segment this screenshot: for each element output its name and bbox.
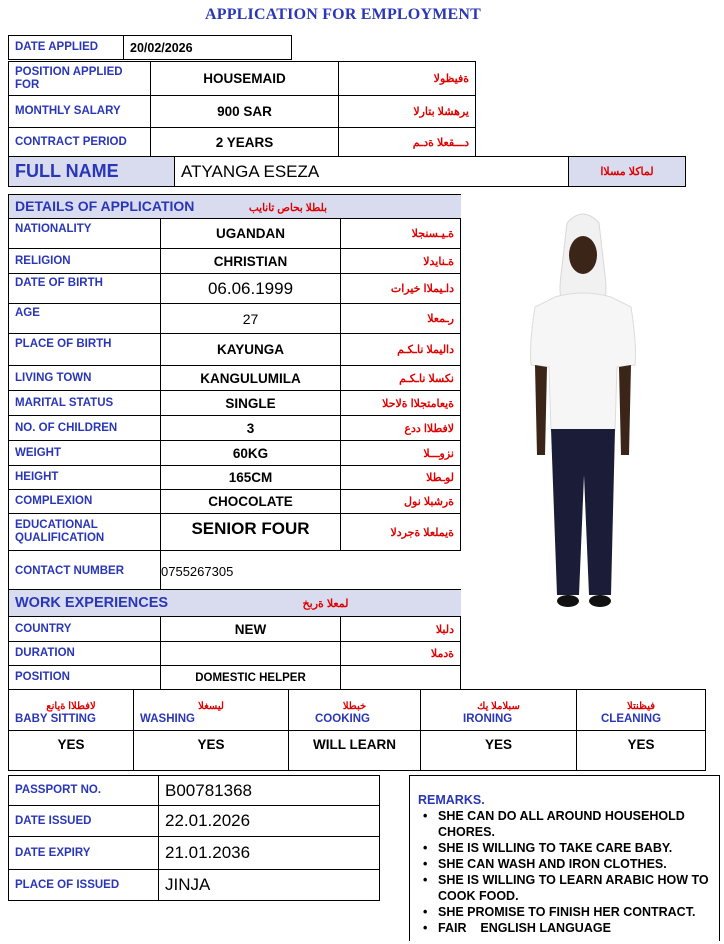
table-row (9, 128, 476, 157)
row-value: DOMESTIC HELPER (161, 666, 341, 690)
row-value: KAYUNGA (161, 334, 341, 366)
row-arabic: ةرشبلا نول (341, 490, 461, 514)
full-name-value: ATYANGA ESEZA (175, 157, 569, 187)
row-label: MONTHLY SALARY (9, 96, 151, 128)
row-label: POSITION APPLIED FOR (9, 62, 151, 96)
work-header-table (8, 589, 461, 617)
page-title: APPLICATION FOR EMPLOYMENT (204, 6, 481, 23)
row-arabic (341, 666, 461, 690)
row-value: 900 SAR (151, 96, 339, 128)
row-value: 60KG (161, 441, 341, 466)
row-label: NATIONALITY (9, 219, 161, 249)
skill-label-cell (289, 690, 421, 731)
skill-label-cell (577, 690, 706, 731)
row-label: CONTACT NUMBER (9, 551, 161, 593)
table-row (9, 617, 461, 642)
work-header (9, 590, 462, 617)
details-header-table (8, 194, 461, 219)
skill-label: BABY SITTING (15, 713, 96, 725)
row-label: PLACE OF BIRTH (9, 334, 161, 366)
full-name-arabic: لماكلا مسلاا (569, 157, 686, 187)
row-arabic: نكسلا ناـكـم (341, 366, 461, 391)
row-value: 27 (161, 304, 341, 334)
table-row (9, 416, 461, 441)
person-figure-icon (505, 205, 660, 620)
row-value: 3 (161, 416, 341, 441)
table-row (9, 837, 380, 870)
table-row (9, 514, 461, 551)
full-name-label-cell (9, 157, 175, 187)
row-label: PLACE OF ISSUED (9, 870, 159, 901)
skill-label-cell (421, 690, 577, 731)
work-header-label: WORK EXPERIENCES (15, 595, 169, 611)
table-row (9, 304, 461, 334)
work-table (8, 616, 461, 690)
remarks-box (409, 775, 720, 941)
details-header (9, 195, 462, 219)
skill-arabic: ليسغلا (198, 701, 224, 712)
list-item: • SHE IS WILLING TO TAKE CARE BABY. (418, 840, 719, 856)
table-row (9, 441, 461, 466)
details-table (8, 218, 461, 593)
row-value: JINJA (159, 870, 380, 901)
table-row (9, 806, 380, 837)
table-row (9, 62, 476, 96)
list-item: • SHE IS WILLING TO LEARN ARABIC HOW TO COOK FOOD. (418, 872, 719, 904)
skill-label: IRONING (463, 713, 513, 725)
row-arabic: يرهشلا بتارلا (339, 96, 476, 128)
table-row (9, 249, 461, 274)
row-label: DATE ISSUED (9, 806, 159, 837)
skill-arabic: فيظنتلا (626, 701, 655, 712)
row-label: RELIGION (9, 249, 161, 274)
row-value: 2 YEARS (151, 128, 339, 157)
table-row (9, 96, 476, 128)
row-label: DATE EXPIRY (9, 837, 159, 870)
table-row (9, 642, 461, 666)
row-label: POSITION (9, 666, 161, 690)
row-arabic: دلبلا (341, 617, 461, 642)
row-value: CHOCOLATE (161, 490, 341, 514)
row-arabic: داليملا ناـكـم (341, 334, 461, 366)
skill-value: YES (421, 731, 577, 771)
row-label: WEIGHT (9, 441, 161, 466)
table-row (9, 391, 461, 416)
list-item: • SHE CAN DO ALL AROUND HOUSEHOLD CHORES. (418, 808, 719, 840)
row-value: HOUSEMAID (151, 62, 339, 96)
row-arabic: نزوـــلا (341, 441, 461, 466)
row-label: DURATION (9, 642, 161, 666)
skill-value: YES (134, 731, 289, 771)
table-row (9, 666, 461, 690)
skill-label-cell (134, 690, 289, 731)
table-row (9, 366, 461, 391)
table-row (9, 551, 461, 593)
job-table (8, 61, 476, 157)
row-value: NEW (161, 617, 341, 642)
row-label: LIVING TOWN (9, 366, 161, 391)
details-header-label: DETAILS OF APPLICATION (15, 197, 195, 214)
skill-arabic: سبلاملا يك (477, 701, 520, 712)
details-header-arabic: بلطلا بحاص تانايب (248, 201, 328, 214)
row-value: CHRISTIAN (161, 249, 341, 274)
date-applied-value: 20/02/2026 (124, 36, 292, 60)
row-value: 21.01.2036 (159, 837, 380, 870)
table-row (9, 870, 380, 901)
row-arabic: لوـطلا (341, 466, 461, 490)
row-arabic: ةيعامتجلاا ةلاحلا (341, 391, 461, 416)
skill-label: WASHING (140, 713, 195, 725)
row-arabic: داـيملاا خيرات (341, 274, 461, 304)
remarks-list (418, 808, 719, 936)
row-value (161, 642, 341, 666)
row-label: PASSPORT NO. (9, 776, 159, 806)
skill-value: YES (577, 731, 706, 771)
remarks-title: REMARKS. (418, 793, 485, 807)
row-arabic: ةفيظولا (339, 62, 476, 96)
applicant-photo (505, 205, 660, 620)
row-value: B00781368 (159, 776, 380, 806)
skill-label-cell (9, 690, 134, 731)
skills-value-row (9, 731, 706, 771)
row-value: SINGLE (161, 391, 341, 416)
row-arabic: ةدملا (341, 642, 461, 666)
list-item: • SHE PROMISE TO FINISH HER CONTRACT. (418, 904, 719, 920)
passport-table (8, 775, 380, 901)
skill-label: COOKING (315, 713, 370, 725)
row-value: UGANDAN (161, 219, 341, 249)
skill-label: CLEANING (601, 713, 662, 725)
row-arabic: رـمعلا (341, 304, 461, 334)
full-name-table (8, 156, 686, 187)
row-value: KANGULUMILA (161, 366, 341, 391)
row-arabic: لافطلاا ددع (341, 416, 461, 441)
row-arabic: ةـيـسنجلا (341, 219, 461, 249)
row-value: 0755267305 (161, 551, 461, 593)
date-applied-table (8, 35, 292, 60)
row-label: CONTRACT PERIOD (9, 128, 151, 157)
table-row (9, 490, 461, 514)
table-row (9, 274, 461, 304)
full-name-label: FULL NAME (15, 161, 119, 181)
skill-value: YES (9, 731, 134, 771)
list-item: • FAIR ENGLISH LANGUAGE (418, 920, 719, 936)
row-value: SENIOR FOUR (161, 514, 341, 551)
row-arabic: دـــقعلا ةدـم (339, 128, 476, 157)
row-label: NO. OF CHILDREN (9, 416, 161, 441)
row-value: 06.06.1999 (161, 274, 341, 304)
row-arabic: ةيملعلا ةجردلا (341, 514, 461, 551)
skills-label-row (9, 690, 706, 731)
skills-table (8, 689, 706, 771)
table-row (9, 776, 380, 806)
table-row (9, 219, 461, 249)
row-label: DATE OF BIRTH (9, 274, 161, 304)
table-row (9, 334, 461, 366)
skill-value: WILL LEARN (289, 731, 421, 771)
skill-arabic: خبطلا (342, 701, 367, 712)
row-label: EDUCATIONAL QUALIFICATION (9, 514, 161, 551)
date-applied-label: DATE APPLIED (9, 36, 124, 60)
skill-arabic: لافطلاا ةيانع (46, 701, 96, 712)
row-label: COMPLEXION (9, 490, 161, 514)
row-label: MARITAL STATUS (9, 391, 161, 416)
table-row (9, 466, 461, 490)
row-label: COUNTRY (9, 617, 161, 642)
row-value: 22.01.2026 (159, 806, 380, 837)
work-header-arabic: لمعلا ةربخ (302, 598, 349, 610)
row-value: 165CM (161, 466, 341, 490)
row-arabic: ةـنايدلا (341, 249, 461, 274)
row-label: HEIGHT (9, 466, 161, 490)
row-label: AGE (9, 304, 161, 334)
list-item: • SHE CAN WASH AND IRON CLOTHES. (418, 856, 719, 872)
